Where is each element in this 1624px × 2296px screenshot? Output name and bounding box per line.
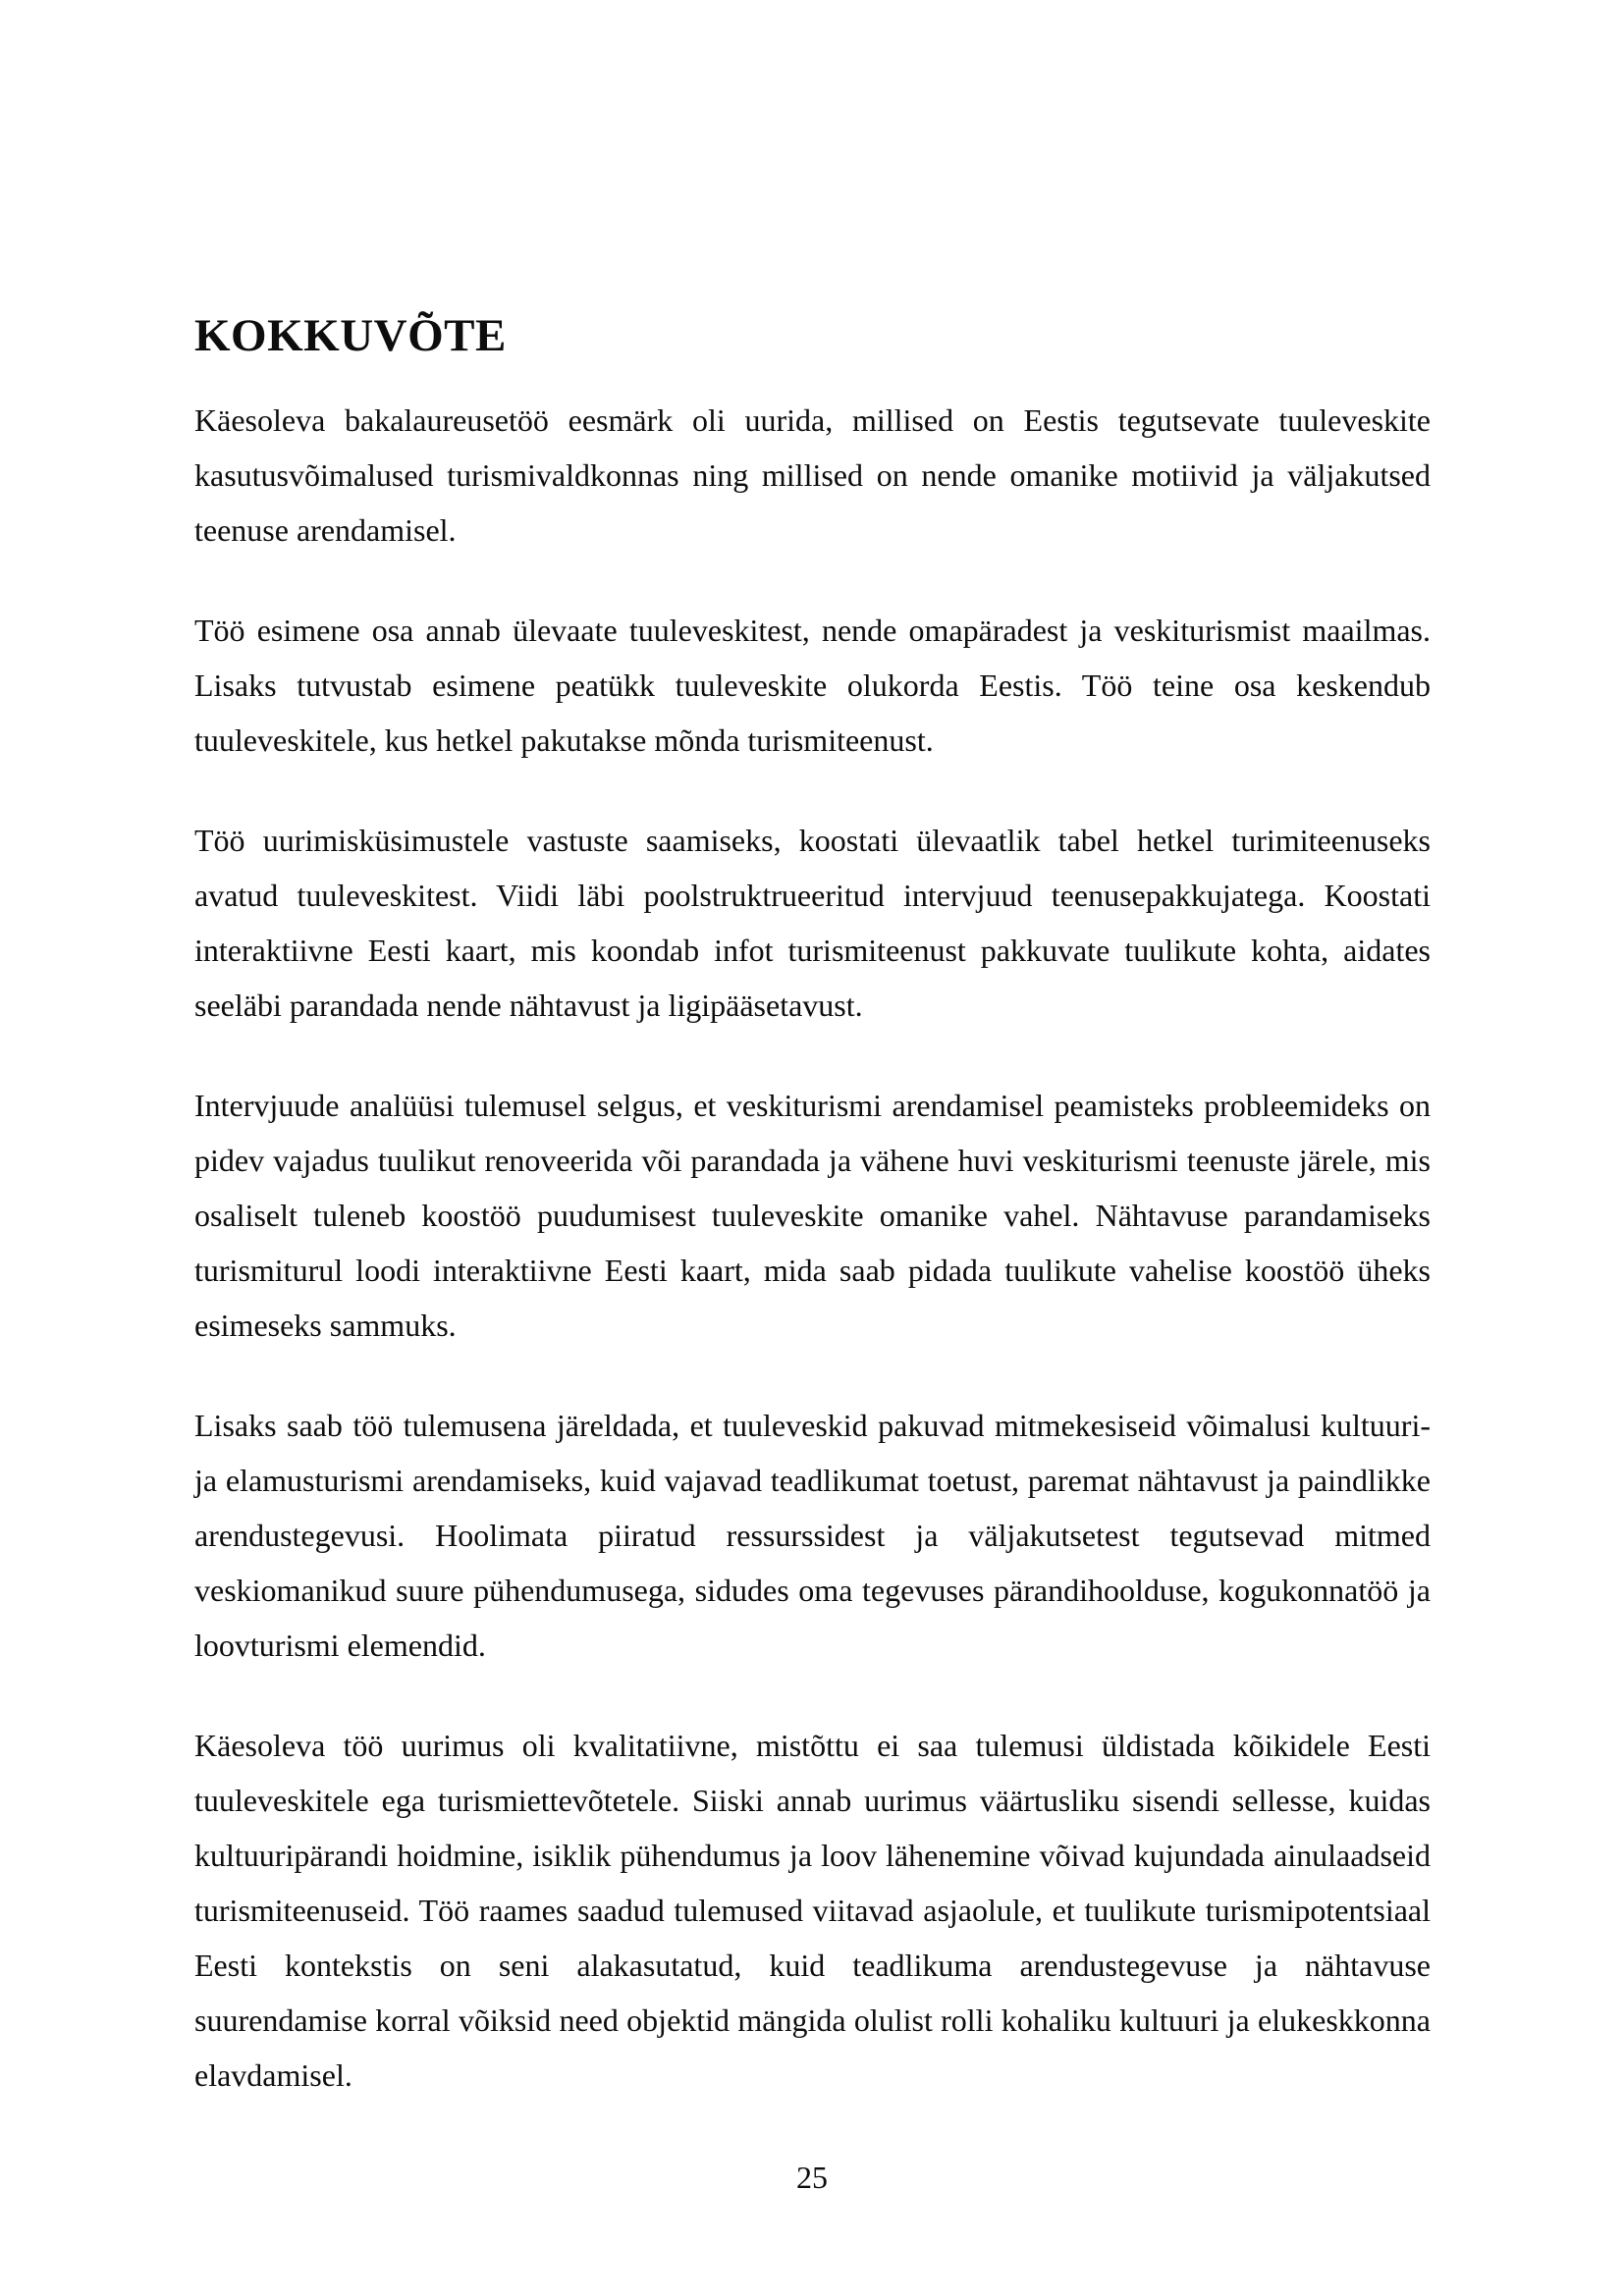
document-page	[194, 310, 1431, 2148]
page-number: 25	[796, 2160, 828, 2195]
paragraph: Töö uurimisküsimustele vastuste saamiseks, koostati ülevaatlik tabel hetkel turimiteenuseks avatud tuuleveskitest. Viidi läbi poolstruktrueeritud intervjuud teenusepakkujatega. Koostati interaktiivne Eesti kaart, mis koondab infot turismiteenust pakkuvate tuulikute kohta, aidates seeläbi parandada nende nähtavust ja ligipääsetavust.	[194, 823, 1431, 1023]
section-title: KOKKUVÕTE	[194, 310, 507, 361]
paragraph: Käesoleva töö uurimus oli kvalitatiivne, mistõttu ei saa tulemusi üldistada kõikidele Eesti tuuleveskitele ega turismiettevõtetele. Siiski annab uurimus väärtusliku sisendi sellesse, kuidas kultuuripärandi hoidmine, isiklik pühendumus ja loov lähenemine võivad kujundada ainulaadseid turismiteenuseid. Töö raames saadud tulemused viitavad asjaolule, et tuulikute turismipotentsiaal Eesti kontekstis on seni alakasutatud, kuid teadlikuma arendustegevuse ja nähtavuse suurendamise korral võiksid need objektid mängida olulist rolli kohaliku kultuuri ja elukeskkonna elavdamisel.	[194, 1728, 1431, 2093]
paragraph: Lisaks saab töö tulemusena järeldada, et tuuleveskid pakuvad mitmekesiseid võimalusi kultuuri- ja elamusturismi arendamiseks, kuid vajavad teadlikumat toetust, paremat nähtavust ja paindlikke arendustegevusi. Hoolimata piiratud ressurssidest ja väljakutsetest tegutsevad mitmed veskiomanikud suure pühendumusega, sidudes oma tegevuses pärandihoolduse, kogukonnatöö ja loovturismi elemendid.	[194, 1408, 1431, 1663]
paragraph: Töö esimene osa annab ülevaate tuuleveskitest, nende omapäradest ja veskiturismist maailmas. Lisaks tutvustab esimene peatükk tuuleveskite olukorda Eestis. Töö teine osa keskendub tuuleveskitele, kus hetkel pakutakse mõnda turismiteenust.	[194, 613, 1431, 758]
paragraph: Käesoleva bakalaureusetöö eesmärk oli uurida, millised on Eestis tegutsevate tuuleveskite kasutusvõimalused turismivaldkonnas ning millised on nende omanike motiivid ja väljakutsed teenuse arendamisel.	[194, 402, 1431, 548]
paragraph: Intervjuude analüüsi tulemusel selgus, et veskiturismi arendamisel peamisteks probleemideks on pidev vajadus tuulikut renoveerida või parandada ja vähene huvi veskiturismi teenuste järele, mis osaliselt tuleneb koostöö puudumisest tuuleveskite omanike vahel. Nähtavuse parandamiseks turismiturul loodi interaktiivne Eesti kaart, mida saab pidada tuulikute vahelise koostöö üheks esimeseks sammuks.	[194, 1088, 1431, 1343]
